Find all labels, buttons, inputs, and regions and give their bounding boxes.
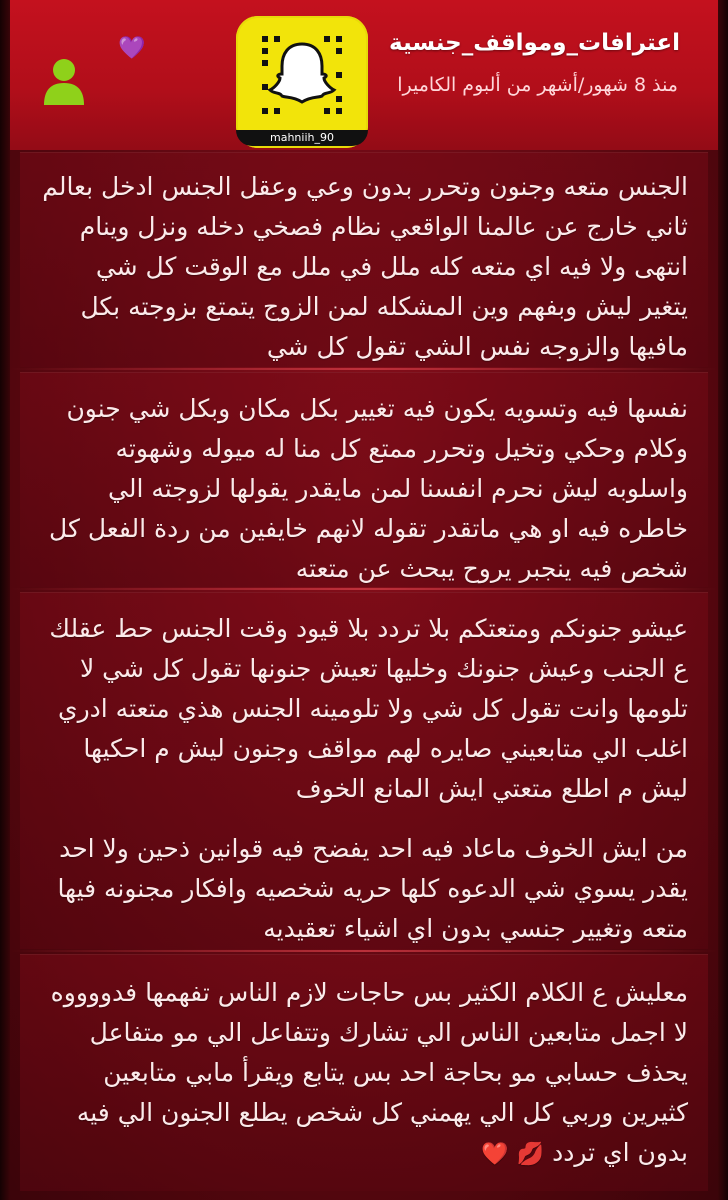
paragraph: عيشو جنونكم ومتعتكم بلا تردد بلا قيود وقت الجنس حط عقلك ع الجنب وعيش جنونك وخليها تعيش جنونها تقول كل شي لا تلومها وانت تقول كل شي ولا تلومينه الجنس هذي متعته ادري اغلب الي متابعيني صايره لهم مواقف وجنون ليش م احكيها ليش م اطلع متعتي ايش المانع الخوف [49, 614, 688, 803]
right-edge [718, 0, 728, 1200]
kiss-mark-icon: 💋 [516, 1142, 545, 1167]
purple-heart-icon: 💜 [118, 36, 146, 61]
text-card-3 [20, 592, 708, 949]
story-title[interactable]: اعترافات_ومواقف_جنسية [389, 30, 680, 56]
snapcode[interactable] [236, 16, 368, 148]
divider [10, 950, 718, 952]
ghost-icon [258, 30, 346, 120]
paragraph: نفسها فيه وتسويه يكون فيه تغيير بكل مكان وبكل شي جنون وكلام وحكي وتخيل وتحرر ممتع كل منا له ميوله وشهوته واسلوبه ليش نحرم انفسنا لمن مايقدر يقولها لزوجته الي خاطره فيه او هي ماتقدر تقوله لانهم خايفين من ردة الفعل كل شخص فيه ينجبر يروح يبحث عن متعته [49, 394, 688, 583]
text-card-4 [20, 954, 708, 1191]
red-heart-icon: ❤️ [481, 1142, 509, 1167]
paragraph: الجنس متعه وجنون وتحرر بدون وعي وعقل الجنس ادخل بعالم ثاني خارج عن عالمنا الواقعي نظام فصخي دخله ونزل وينام انتهى ولا فيه اي متعه كله ملل في ملل مع الوقت كل شي يتغير ليش وبفهم وين المشكله لمن الزوج يتمتع بزوجته بكل مافيها والزوجه نفس الشي تقول كل شي [42, 172, 688, 361]
paragraph: من ايش الخوف ماعاد فيه احد يفضح فيه قوانين ذحين ولا احد يقدر يسوي شي الدعوه كلها حريه شخصيه وافكار مجنونه فيها متعه وتغيير جنسي بدون اي اشياء تعقيديه [57, 834, 688, 943]
text-card-1 [20, 152, 708, 367]
story-header [10, 0, 718, 150]
story-subtitle: منذ 8 شهور/أشهر من ألبوم الكاميرا [397, 74, 678, 96]
paragraph [20, 955, 708, 1175]
text-card-2 [20, 372, 708, 587]
divider [10, 368, 718, 370]
avatar-icon[interactable] [40, 55, 88, 105]
divider [10, 588, 718, 590]
snapcode-username: mahniih_90 [236, 130, 368, 146]
paragraph-text: معليش ع الكلام الكثير بس حاجات لازم الناس تفهمها فدووووه لا اجمل متابعين الناس الي تشارك وتتفاعل الي مو متفاعل يحذف حسابي مو بحاجة احد بس يتابع ويقرأ مابي متابعين كثيرين وربي كل الي يهمني كل شخص يطلع الجنون الي فيه بدون اي تردد [50, 978, 688, 1167]
left-edge [0, 0, 10, 1200]
